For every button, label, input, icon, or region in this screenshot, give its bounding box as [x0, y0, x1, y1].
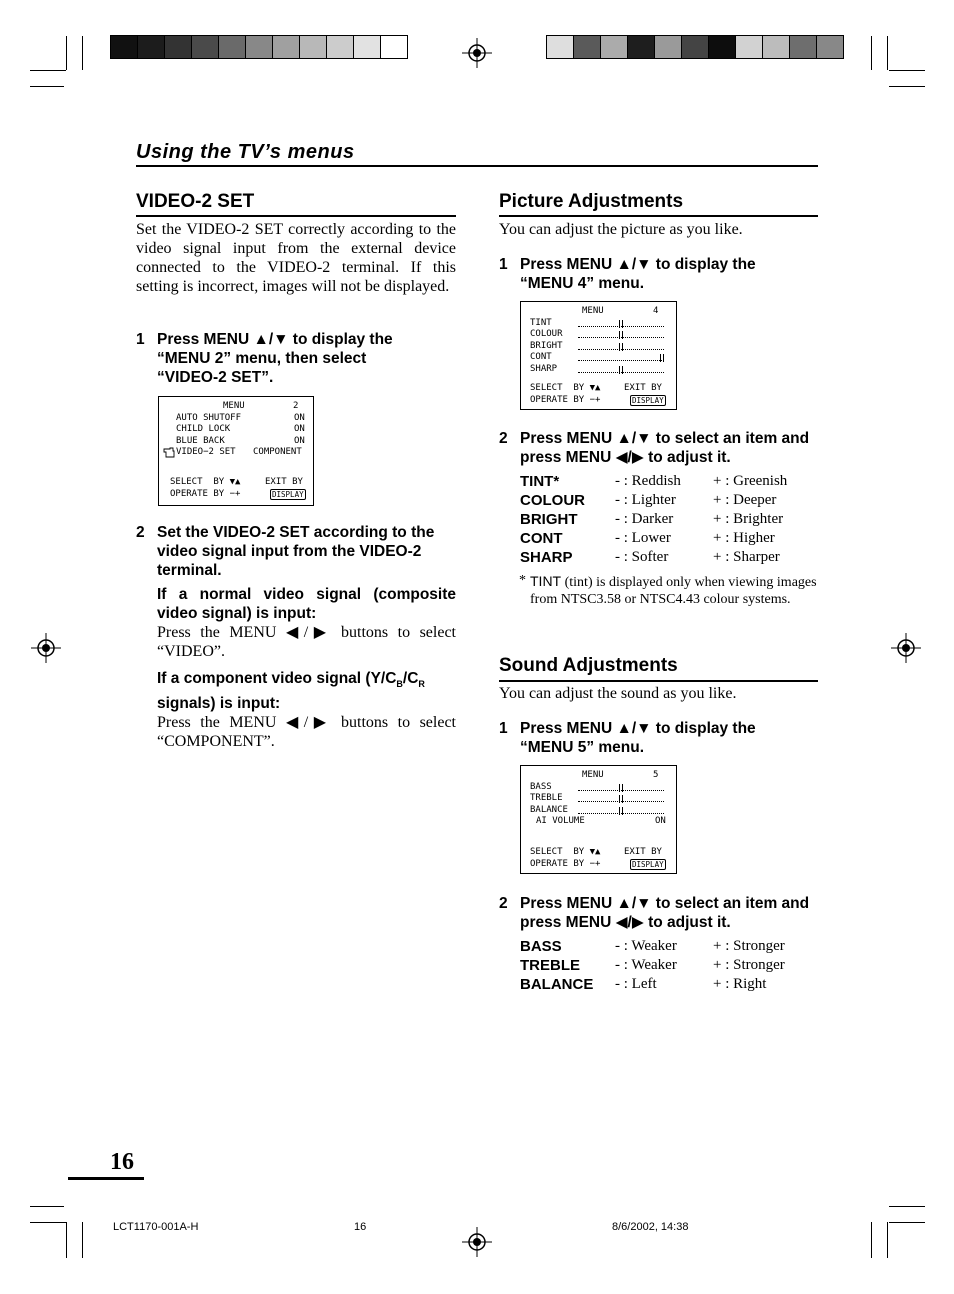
- menu-item-label: BLUE BACK: [176, 435, 225, 446]
- case-heading: If a normal video signal (composite video signal) is input:: [157, 586, 456, 622]
- item-name: TREBLE: [520, 957, 580, 974]
- menu-exit-hint: EXIT BY: [265, 477, 303, 487]
- video2-case-component: [157, 669, 456, 751]
- menu-item-label: COLOUR: [530, 329, 563, 339]
- color-swatch: [164, 35, 192, 59]
- step-text: Press MENU ▲/▼ to select an item and press MENU ◀/▶ to adjust it.: [520, 430, 810, 466]
- video2-intro: Set the VIDEO-2 SET correctly according to the video signal input from the external device connected to the VIDEO-2 terminal. If this setting is incorrect, images will not be displayed.: [136, 221, 456, 295]
- plus-effect: + : Brighter: [713, 511, 784, 527]
- footnote-tint: TINT: [530, 573, 562, 589]
- table-row: [520, 510, 787, 529]
- step-number: 2: [136, 524, 145, 541]
- color-swatch: [299, 35, 327, 59]
- video2-case-composite: [157, 585, 456, 661]
- display-button-icon: DISPLAY: [632, 396, 664, 405]
- section-rule: [136, 165, 818, 167]
- plus-effect: + : Stronger: [713, 957, 785, 973]
- sound-rule: [499, 680, 818, 682]
- sound-step-1: [499, 719, 818, 759]
- plus-effect: + : Sharper: [713, 549, 780, 565]
- color-swatch: [380, 35, 408, 59]
- menu-item-value: ON: [294, 424, 305, 434]
- sound-intro: You can adjust the sound as you like.: [499, 685, 737, 702]
- menu-page: 2: [293, 401, 299, 411]
- color-swatch: [326, 35, 354, 59]
- color-swatch: [137, 35, 165, 59]
- ai-volume-value: ON: [655, 816, 666, 826]
- pointing-hand-icon: [163, 447, 175, 458]
- color-swatch: [816, 35, 844, 59]
- level-indicator: [619, 795, 623, 803]
- color-swatch: [353, 35, 381, 59]
- color-swatch: [272, 35, 300, 59]
- level-indicator: [660, 354, 664, 362]
- minus-effect: - : Softer: [615, 549, 669, 565]
- item-name: BALANCE: [520, 976, 594, 993]
- footnote-star: *: [519, 573, 526, 588]
- item-name: BRIGHT: [520, 511, 578, 528]
- item-name: CONT: [520, 530, 563, 547]
- menu-select-hint: SELECT BY ▼▲: [170, 477, 241, 487]
- step-text: Press MENU ▲/▼ to display the “MENU 5” menu.: [520, 720, 756, 756]
- table-row: [520, 956, 785, 975]
- heading-part: signals) is input:: [157, 695, 281, 713]
- menu-title: MENU: [223, 401, 245, 411]
- menu-4-screen: [520, 301, 677, 410]
- table-row: [520, 548, 787, 567]
- menu-item-label: BASS: [530, 781, 552, 792]
- step-number: 1: [499, 720, 508, 737]
- case-body: Press the MENU ◀/▶ buttons to select “COMPONENT”.: [157, 714, 456, 751]
- item-name: BASS: [520, 938, 562, 955]
- level-indicator: [619, 784, 623, 792]
- menu-5-screen: [520, 765, 677, 874]
- sound-step-2: [499, 894, 818, 934]
- color-swatch: [654, 35, 682, 59]
- ai-volume-label: AI VOLUME: [536, 816, 585, 826]
- step-number: 1: [499, 256, 508, 273]
- menu-item-label: BRIGHT: [530, 340, 563, 351]
- color-swatch: [110, 35, 138, 59]
- display-button-icon: DISPLAY: [272, 490, 304, 499]
- menu-select-hint: SELECT BY ▼▲: [530, 847, 601, 857]
- case-heading: [157, 669, 456, 713]
- step-number: 2: [499, 895, 508, 912]
- menu-2-screen: [158, 396, 314, 506]
- menu-exit-hint: EXIT BY: [624, 383, 662, 393]
- step-number: 2: [499, 430, 508, 447]
- page-number: 16: [110, 1149, 134, 1175]
- minus-effect: - : Weaker: [615, 957, 677, 973]
- picture-title: Picture Adjustments: [499, 191, 684, 212]
- level-indicator: [619, 366, 623, 374]
- color-swatch: [681, 35, 709, 59]
- menu-item-label: VIDEO−2 SET: [176, 447, 236, 457]
- video2-rule: [136, 215, 456, 217]
- minus-effect: - : Lighter: [615, 492, 676, 508]
- minus-effect: - : Weaker: [615, 938, 677, 954]
- table-row: [520, 491, 787, 510]
- level-indicator: [619, 320, 623, 328]
- item-name: TINT*: [520, 473, 560, 490]
- subscript-b: B: [396, 679, 403, 690]
- registration-target-icon: [462, 1227, 492, 1257]
- plus-effect: + : Right: [713, 976, 767, 992]
- menu-item-value: ON: [294, 435, 305, 446]
- picture-step-2: [499, 429, 818, 469]
- color-swatch: [600, 35, 628, 59]
- step-text: Set the VIDEO-2 SET according to the video signal input from the VIDEO-2 terminal.: [157, 524, 435, 579]
- menu-item-label: SHARP: [530, 363, 558, 374]
- table-row: [520, 472, 787, 491]
- minus-effect: - : Darker: [615, 511, 674, 527]
- minus-effect: - : Reddish: [615, 473, 681, 489]
- table-row: [520, 937, 785, 956]
- display-button-icon: DISPLAY: [632, 860, 664, 869]
- page-number-rule: [68, 1177, 144, 1180]
- item-name: SHARP: [520, 549, 573, 566]
- video2-step-2: [136, 523, 456, 583]
- menu-exit-hint: EXIT BY: [624, 847, 662, 857]
- tint-footnote: [519, 573, 818, 608]
- plus-effect: + : Deeper: [713, 492, 777, 508]
- menu-item-value: COMPONENT: [253, 447, 302, 457]
- menu-item-label: AUTO SHUTOFF: [176, 412, 242, 423]
- footer-page: 16: [354, 1221, 367, 1233]
- menu-item-label: CONT: [530, 352, 552, 362]
- menu-page: 5: [653, 770, 659, 780]
- minus-effect: - : Left: [615, 976, 657, 992]
- level-indicator: [619, 807, 623, 815]
- color-swatch: [573, 35, 601, 59]
- video2-title: VIDEO-2 SET: [136, 191, 255, 212]
- color-swatch: [762, 35, 790, 59]
- registration-target-icon: [462, 38, 492, 68]
- menu-title: MENU: [582, 770, 604, 780]
- step-number: 1: [136, 331, 145, 348]
- color-swatch: [191, 35, 219, 59]
- footer-code: LCT1170-001A-H: [113, 1221, 199, 1233]
- step-text: Press MENU ▲/▼ to display the “MENU 2” menu, then select “VIDEO-2 SET”.: [157, 331, 393, 386]
- picture-rule: [499, 215, 818, 217]
- footnote-text: (tint) is displayed only when viewing images from NTSC3.58 or NTSC4.43 colour systems.: [530, 575, 817, 607]
- step-text: Press MENU ▲/▼ to display the “MENU 4” menu.: [520, 256, 756, 292]
- registration-target-icon: [31, 633, 61, 663]
- color-swatch: [546, 35, 574, 59]
- menu-operate-hint: OPERATE BY −+: [530, 394, 601, 405]
- level-indicator: [619, 331, 623, 339]
- picture-adjust-table: [520, 472, 787, 567]
- case-body: Press the MENU ◀/▶ buttons to select “VIDEO”.: [157, 624, 456, 660]
- footer-date: 8/6/2002, 14:38: [612, 1221, 689, 1233]
- heading-part: If a component video signal (Y/C: [157, 670, 397, 687]
- level-track: [578, 354, 664, 361]
- plus-effect: + : Greenish: [713, 473, 788, 489]
- menu-item-value: ON: [294, 412, 305, 423]
- video2-step-1: [136, 330, 436, 390]
- sound-adjust-table: [520, 937, 785, 994]
- menu-item-label: TINT: [530, 317, 552, 328]
- menu-item-label: BALANCE: [530, 804, 568, 815]
- level-indicator: [619, 343, 623, 351]
- color-swatch: [627, 35, 655, 59]
- table-row: [520, 975, 785, 994]
- minus-effect: - : Lower: [615, 530, 671, 546]
- menu-operate-hint: OPERATE BY −+: [170, 488, 241, 499]
- menu-operate-hint: OPERATE BY −+: [530, 858, 601, 869]
- menu-select-hint: SELECT BY ▼▲: [530, 383, 601, 393]
- heading-part: /C: [402, 670, 419, 687]
- menu-item-label: CHILD LOCK: [176, 424, 231, 434]
- sound-title: Sound Adjustments: [499, 655, 678, 676]
- menu-item-label: TREBLE: [530, 793, 563, 803]
- menu-page: 4: [653, 306, 659, 316]
- picture-intro: You can adjust the picture as you like.: [499, 221, 743, 238]
- plus-effect: + : Stronger: [713, 938, 785, 954]
- subscript-r: R: [418, 679, 425, 690]
- color-swatch: [218, 35, 246, 59]
- step-text: Press MENU ▲/▼ to select an item and press MENU ◀/▶ to adjust it.: [520, 895, 810, 931]
- color-swatch: [735, 35, 763, 59]
- color-swatch: [789, 35, 817, 59]
- table-row: [520, 529, 787, 548]
- color-swatch: [708, 35, 736, 59]
- plus-effect: + : Higher: [713, 530, 775, 546]
- registration-target-icon: [891, 633, 921, 663]
- color-swatch: [245, 35, 273, 59]
- menu-title: MENU: [582, 306, 604, 316]
- section-title: Using the TV’s menus: [136, 141, 355, 163]
- picture-step-1: [499, 255, 818, 295]
- item-name: COLOUR: [520, 492, 585, 509]
